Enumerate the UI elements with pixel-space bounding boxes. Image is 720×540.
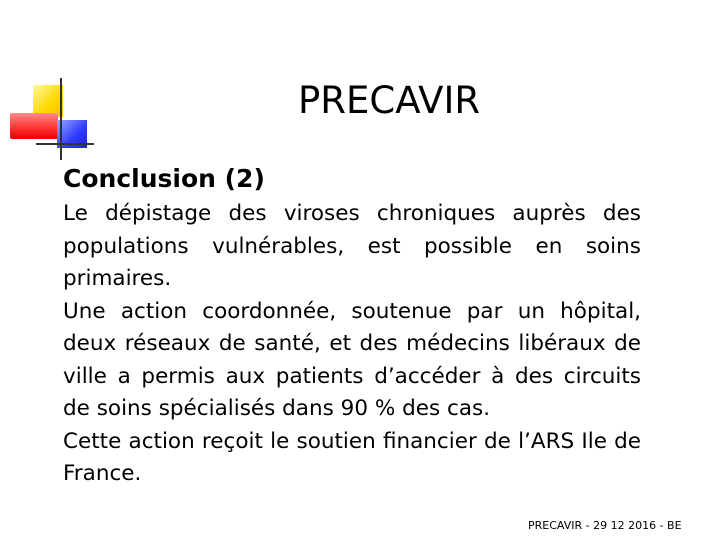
horizontal-line-decoration [36, 143, 94, 145]
paragraph-screening: Le dépistage des viroses chroniques auprès des populations vulnérables, est possible en soins primaires. [63, 201, 641, 291]
corner-logo [0, 0, 110, 170]
slide-subtitle: Conclusion (2) [63, 164, 265, 193]
slide-title: PRECAVIR [298, 79, 481, 122]
paragraph-funding: Cette action reçoit le soutien financier de l’ARS Ile de France. [63, 428, 641, 486]
paragraph-coordinated-action: Une action coordonnée, soutenue par un hôpital, deux réseaux de santé, et des médecins libéraux de ville a permis aux patients d’accéder à des circuits de soins spécialisés dans 90 % des cas. [63, 298, 641, 421]
vertical-line-decoration [60, 78, 62, 160]
slide-body [63, 198, 641, 491]
slide-footer: PRECAVIR - 29 12 2016 - BE [528, 519, 682, 532]
red-square-decoration [10, 113, 58, 139]
